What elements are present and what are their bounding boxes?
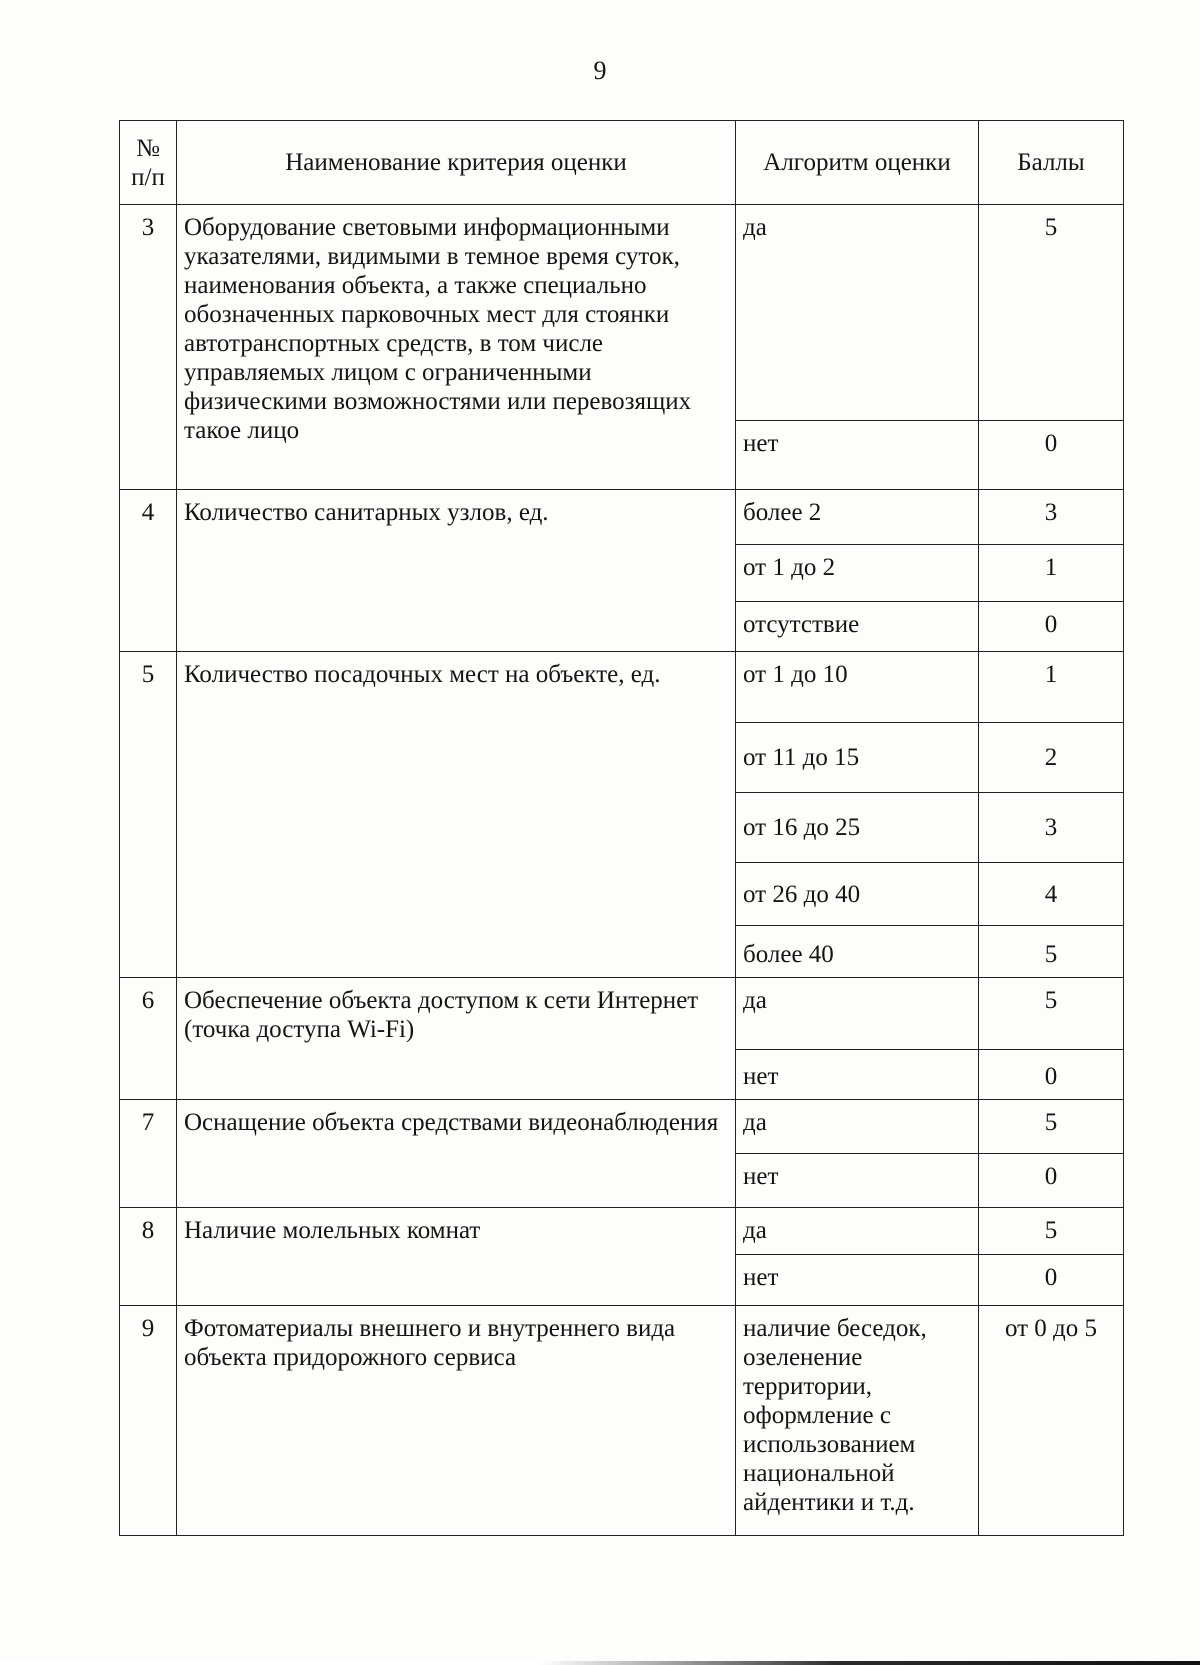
score-cell: 5 — [979, 926, 1124, 978]
page-number: 9 — [593, 56, 607, 85]
row-number: 9 — [120, 1306, 177, 1536]
algorithm-cell: от 1 до 10 — [736, 652, 979, 723]
score-cell: 4 — [979, 863, 1124, 926]
row-number: 8 — [120, 1208, 177, 1306]
algorithm-cell: да — [736, 978, 979, 1050]
row-number: 3 — [120, 205, 177, 490]
row-number: 7 — [120, 1100, 177, 1208]
score-cell: 3 — [979, 793, 1124, 863]
row-number: 4 — [120, 490, 177, 652]
algorithm-cell: от 1 до 2 — [736, 545, 979, 602]
scan-edge — [0, 1661, 1200, 1665]
table-row — [120, 205, 1124, 421]
algorithm-cell: нет — [736, 1050, 979, 1100]
algorithm-cell: более 40 — [736, 926, 979, 978]
criterion-cell: Наличие молельных комнат — [177, 1208, 736, 1306]
score-cell: 5 — [979, 978, 1124, 1050]
algorithm-cell: от 16 до 25 — [736, 793, 979, 863]
header-criterion: Наименование критерия оценки — [177, 121, 736, 205]
algorithm-cell: от 11 до 15 — [736, 723, 979, 793]
algorithm-cell: более 2 — [736, 490, 979, 545]
score-cell: 1 — [979, 545, 1124, 602]
score-cell: 5 — [979, 205, 1124, 421]
table-row — [120, 490, 1124, 545]
score-cell: от 0 до 5 — [979, 1306, 1124, 1536]
row-number: 5 — [120, 652, 177, 978]
algorithm-cell: нет — [736, 421, 979, 490]
score-cell: 0 — [979, 1255, 1124, 1306]
algorithm-cell: отсутствие — [736, 602, 979, 652]
score-cell: 3 — [979, 490, 1124, 545]
score-cell: 5 — [979, 1208, 1124, 1255]
score-cell: 2 — [979, 723, 1124, 793]
row-number: 6 — [120, 978, 177, 1100]
criterion-cell: Обеспечение объекта доступом к сети Интернет (точка доступа Wi-Fi) — [177, 978, 736, 1100]
header-algorithm: Алгоритм оценки — [736, 121, 979, 205]
header-number: № п/п — [120, 121, 177, 205]
criterion-cell: Количество посадочных мест на объекте, ед. — [177, 652, 736, 978]
criterion-cell: Фотоматериалы внешнего и внутреннего вида объекта придорожного сервиса — [177, 1306, 736, 1536]
table-row — [120, 1100, 1124, 1154]
criterion-cell: Оборудование световыми информационными указателями, видимыми в темное время суток, наименования объекта, а также специально обозначенных парковочных мест для стоянки автотранспортных средств, в том числе управляемых лицом с ограниченными физическими возможностями или перевозящих такое лицо — [177, 205, 736, 490]
table-row — [120, 652, 1124, 723]
criteria-table — [119, 120, 1124, 1536]
table-row — [120, 1306, 1124, 1536]
criterion-cell: Оснащение объекта средствами видеонаблюдения — [177, 1100, 736, 1208]
algorithm-cell: от 26 до 40 — [736, 863, 979, 926]
algorithm-cell: да — [736, 1100, 979, 1154]
score-cell: 0 — [979, 1154, 1124, 1208]
table-row — [120, 1208, 1124, 1255]
score-cell: 0 — [979, 421, 1124, 490]
algorithm-cell: да — [736, 1208, 979, 1255]
algorithm-cell: нет — [736, 1255, 979, 1306]
header-score: Баллы — [979, 121, 1124, 205]
criterion-cell: Количество санитарных узлов, ед. — [177, 490, 736, 652]
score-cell: 0 — [979, 602, 1124, 652]
table-row — [120, 978, 1124, 1050]
table-header-row — [120, 121, 1124, 205]
score-cell: 0 — [979, 1050, 1124, 1100]
algorithm-cell: нет — [736, 1154, 979, 1208]
algorithm-cell: да — [736, 205, 979, 421]
score-cell: 5 — [979, 1100, 1124, 1154]
score-cell: 1 — [979, 652, 1124, 723]
algorithm-cell: наличие беседок, озеленение территории, оформление с использованием национальной айдентики и т.д. — [736, 1306, 979, 1536]
